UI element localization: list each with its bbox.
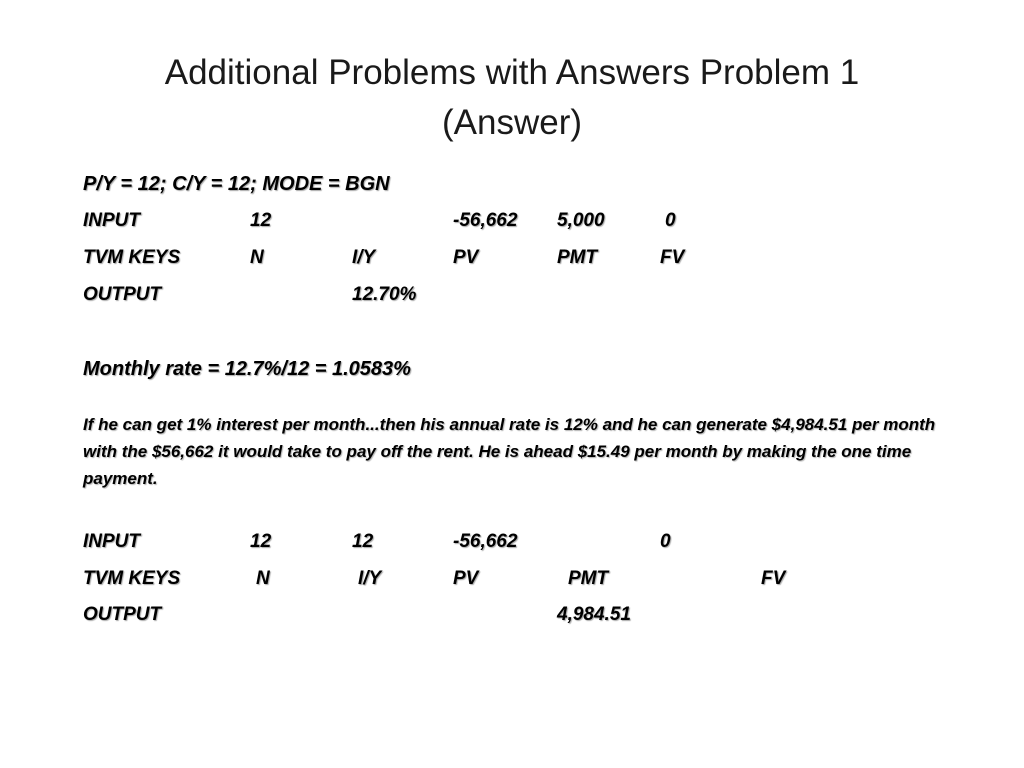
monthly-rate-line: Monthly rate = 12.7%/12 = 1.0583% (83, 358, 411, 380)
table2-keys-label: TVM KEYS (83, 568, 181, 589)
table1-input-label: INPUT (83, 210, 140, 231)
table2-key-pmt: PMT (568, 568, 609, 589)
table1-key-iy: I/Y (352, 247, 376, 268)
table2-key-n: N (256, 568, 270, 589)
table2-input-iy: 12 (352, 531, 374, 552)
table2-input-pv: -56,662 (453, 531, 518, 552)
explanation-paragraph: If he can get 1% interest per month...then his annual rate is 12% and he can generate $4,984.51 per month with the $56,662 it would take to pay off the rent. He is ahead $15.49 per month by making the one time payment. (83, 415, 936, 488)
title-line-1: Additional Problems with Answers Problem 1 (164, 53, 860, 92)
table2-output-pmt: 4,984.51 (557, 604, 631, 625)
table2-key-fv: FV (761, 568, 786, 589)
table1-key-pv: PV (453, 247, 479, 268)
table2-keys-row (83, 567, 983, 591)
table2-input-row (83, 530, 983, 554)
table1-input-fv: 0 (665, 210, 676, 231)
table1-input-n: 12 (250, 210, 272, 231)
table2-input-label: INPUT (83, 531, 140, 552)
title-line-2: (Answer) (441, 103, 583, 142)
settings-line: P/Y = 12; C/Y = 12; MODE = BGN (83, 173, 390, 195)
table1-output-label: OUTPUT (83, 284, 162, 305)
table2-input-n: 12 (250, 531, 272, 552)
table1-keys-row (83, 246, 983, 270)
slide-title (0, 48, 1024, 148)
table1-key-n: N (250, 247, 264, 268)
table1-output-iy: 12.70% (352, 284, 417, 305)
table2-input-fv: 0 (660, 531, 671, 552)
table1-input-row (83, 209, 983, 233)
table1-output-row (83, 283, 983, 307)
table2-key-iy: I/Y (358, 568, 382, 589)
table1-input-pv: -56,662 (453, 210, 518, 231)
table2-output-label: OUTPUT (83, 604, 162, 625)
table1-input-pmt: 5,000 (557, 210, 605, 231)
table1-keys-label: TVM KEYS (83, 247, 181, 268)
table1-key-pmt: PMT (557, 247, 598, 268)
table2-output-row (83, 603, 983, 627)
table2-key-pv: PV (453, 568, 479, 589)
table1-key-fv: FV (660, 247, 685, 268)
